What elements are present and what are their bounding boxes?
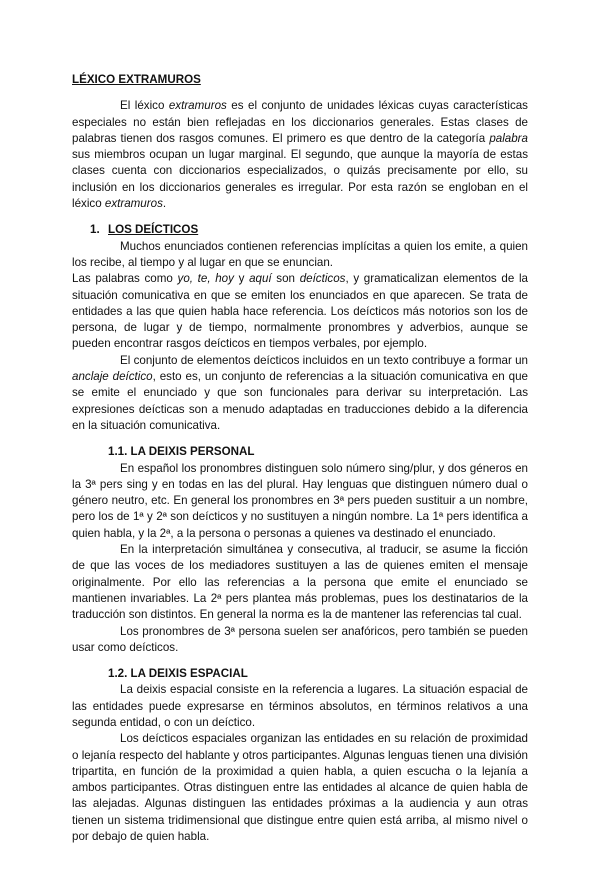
document-title: LÉXICO EXTRAMUROS: [72, 73, 201, 86]
subsection-heading: 1.2. LA DEIXIS ESPACIAL: [108, 667, 248, 681]
text-run: Los pronombres de 3ª persona suelen ser anafóricos, pero también se pueden usar como deícticos.: [72, 624, 528, 654]
text-run: La deixis espacial consiste en la referencia a lugares. La situación espacial de las entidades puede expresarse en términos absolutos, en términos relativos a una segunda entidad, o con un deíctico.: [72, 683, 528, 729]
text-run: , y gramaticalizan elementos de la situación comunicativa en que se emiten los enunciados en que aparecen. Se trata de entidades a las que quien habla hace referencia. Los deícticos más notorios son los de persona, de lugar y de tiempo, normalmente pronombres y adverbios, aunque se pueden encontrar rasgos deícticos en tiempos verbales, por ejemplo.: [72, 272, 528, 351]
section-deixis-personal: [72, 444, 528, 656]
body-paragraph: [72, 731, 528, 845]
text-run: El léxico: [120, 99, 169, 113]
document-title-block: [72, 72, 528, 88]
body-paragraph: [72, 353, 528, 434]
text-run: Muchos enunciados contienen referencias implícitas a quien los emite, a quien los recibe, al tiempo y al lugar en que se enuncian.: [72, 239, 528, 269]
italic-term: palabra: [489, 131, 528, 145]
section-deicticos: [72, 222, 528, 434]
section-body: [72, 239, 528, 435]
intro-block: [72, 98, 528, 212]
text-run: Las palabras como: [72, 272, 178, 286]
section-deixis-espacial: [72, 666, 528, 845]
italic-term: deícticos: [299, 272, 346, 286]
italic-term: extramuros: [168, 99, 227, 113]
italic-term: anclaje deíctico: [72, 370, 153, 384]
body-paragraph: [72, 461, 528, 542]
body-paragraph: [72, 624, 528, 657]
body-paragraph: [72, 542, 528, 623]
body-paragraph: [72, 682, 528, 731]
intro-paragraph: [72, 98, 528, 212]
text-run: En la interpretación simultánea y consecutiva, al traducir, se asume la ficción de que las voces de los mediadores sustituyen a las de quienes emiten el mensaje originalmente. Por ello las referencias a la persona que emite el enunciado se mantienen invariables. La 2ª pers plantea más problemas, pues los destinatarios de la traducción son distintos. En general la norma es la de mantener las referencias tal cual.: [72, 543, 528, 622]
text-run: .: [162, 197, 167, 211]
body-paragraph: [72, 271, 528, 352]
italic-term: yo, te, hoy: [177, 272, 234, 286]
text-run: es el conjunto de unidades léxicas cuyas características especiales no están bien reflejadas en los diccionarios generales. Estas clases de palabras tienen dos rasgos comunes. El primero es que dentro de la categoría: [72, 99, 528, 145]
text-run: y: [233, 272, 250, 286]
body-paragraph: [72, 239, 528, 272]
section-body: [72, 461, 528, 657]
section-title: LOS DEÍCTICOS: [108, 223, 199, 237]
text-run: Los deícticos espaciales organizan las entidades en su relación de proximidad o lejanía respecto del hablante y otros participantes. Algunas lenguas tienen una división tripartita, en función de la proximidad a quien habla, a quien escucha o la lejanía a ambos participantes. Otras distinguen entre las entidades al alcance de quien habla de las alejadas. Algunas distinguen las entidades próximas a la audiencia y aun otras tienen un sistema tridimensional que distingue entre quien está arriba, al mismo nivel o por debajo de quien habla.: [72, 732, 528, 844]
text-run: son: [271, 272, 300, 286]
subsection-heading: 1.1. LA DEIXIS PERSONAL: [108, 445, 255, 459]
section-number: 1.: [90, 223, 100, 237]
section-body: [72, 682, 528, 845]
section-heading: [72, 222, 528, 238]
text-run: sus miembros ocupan un lugar marginal. El segundo, que aunque la mayoría de estas clases cuenta con diccionarios especializados, o quizás precisamente por ello, su inclusión en los diccionarios generales es irregular. Por esta razón se engloban en el léxico: [72, 148, 528, 211]
text-run: , esto es, un conjunto de referencias a la situación comunicativa en que se emite el enunciado y que son funcionales para derivar su interpretación. Las expresiones deícticas son a menudo adaptadas en traducciones debido a la diferencia en la situación comunicativa.: [72, 370, 528, 432]
italic-term: aquí: [249, 272, 272, 286]
text-run: El conjunto de elementos deícticos incluidos en un texto contribuye a formar un: [120, 353, 528, 367]
italic-term: extramuros: [104, 197, 163, 211]
text-run: En español los pronombres distinguen solo número sing/plur, y dos géneros en la 3ª pers sing y en todas en las del plural. Hay lenguas que distinguen número dual o género neutro, etc. En general los pronombres en 3ª pers pueden sustituir a un nombre, pero los de 1ª y 2ª son deícticos y no sustituyen a ningún nombre. La 1ª pers identifica a quien habla, y la 2ª, a la persona o personas a quienes va destinado el enunciado.: [72, 461, 528, 540]
